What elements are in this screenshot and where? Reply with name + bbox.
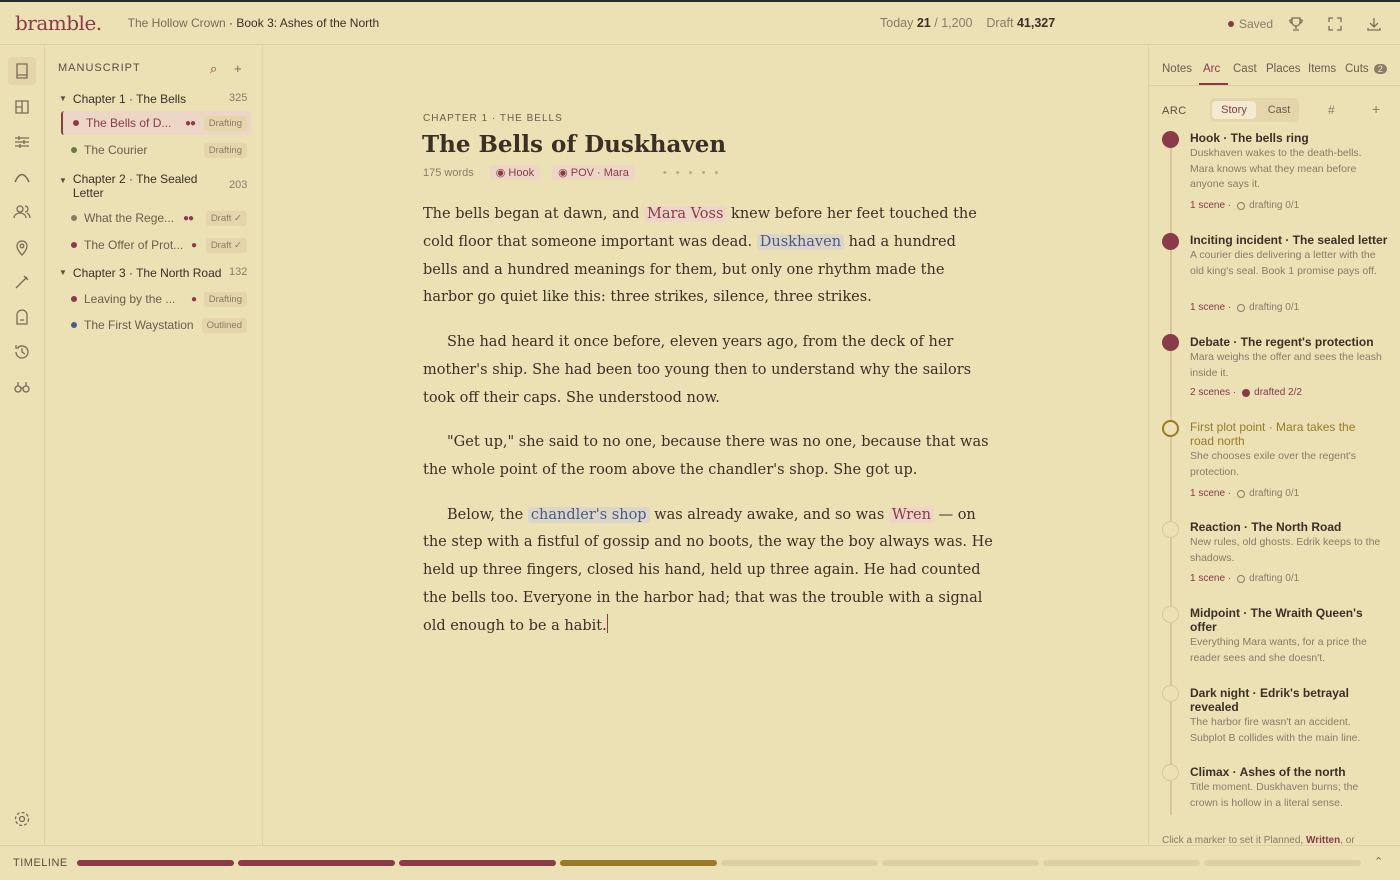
chapter-3[interactable] <box>59 266 248 280</box>
arc-view-toggle <box>1210 98 1299 122</box>
status-dot <box>1242 389 1250 397</box>
beat-marker[interactable] <box>1162 685 1179 702</box>
today-goal: 1,200 <box>941 16 973 30</box>
history-icon[interactable] <box>12 342 32 362</box>
status-ring <box>1237 490 1245 498</box>
saved-label: Saved <box>1239 17 1274 31</box>
scene-item[interactable] <box>61 206 251 230</box>
beat-marker[interactable] <box>1162 233 1179 250</box>
place-mention[interactable]: Duskhaven <box>757 234 844 250</box>
hook-tag[interactable]: ◉ Hook <box>490 165 540 180</box>
prose-body[interactable] <box>423 201 993 657</box>
beat-description: A courier dies delivering a letter with the old king's seal. Book 1 promise pays off. <box>1190 249 1377 277</box>
scene-title: Leaving by the ... <box>84 292 176 306</box>
download-icon[interactable] <box>1365 15 1383 33</box>
chapter-word-count: 325 <box>229 92 248 104</box>
beat-meta <box>1190 200 1299 211</box>
chapter-title-cont: Letter <box>72 186 104 200</box>
beat-description: She chooses exile over the regent's protection. <box>1190 450 1357 478</box>
beat-description: Everything Mara wants, for a price the reader sees and she doesn't. <box>1190 636 1367 664</box>
beat-description: Mara weighs the offer and sees the leash inside it. <box>1190 351 1382 379</box>
cast-toggle[interactable]: Cast <box>1267 104 1291 116</box>
word-count: 175 words <box>423 166 474 179</box>
beat-marker[interactable] <box>1162 606 1179 623</box>
panel-tabs <box>1149 45 1400 86</box>
scene-dot <box>71 322 77 328</box>
timeline-segment-planned[interactable] <box>1204 860 1361 866</box>
text-cursor <box>607 614 609 633</box>
help-text-end: , or <box>1340 835 1355 845</box>
scene-status-badge: Draft ✓ <box>206 238 247 253</box>
beat-scene-count[interactable]: 1 scene · <box>1190 488 1232 499</box>
archive-icon[interactable] <box>12 307 32 327</box>
places-icon[interactable] <box>12 237 32 257</box>
sliders-icon[interactable] <box>12 132 32 152</box>
beat-marker[interactable] <box>1162 420 1179 437</box>
draft-count: 41,327 <box>1016 16 1056 30</box>
arc-label: ARC <box>1162 105 1187 117</box>
beat-description: Duskhaven wakes to the death-bells. Mara knows what they mean before anyone says it. <box>1190 147 1362 191</box>
timeline-segment-written[interactable] <box>238 860 395 866</box>
beat-title[interactable]: Reaction · The North Road <box>1190 520 1342 534</box>
scene-item[interactable] <box>61 233 251 257</box>
trophy-icon[interactable] <box>1287 15 1305 33</box>
timeline-segment-current[interactable] <box>560 860 717 866</box>
chapter-title: Chapter 3 · The North Road <box>72 266 222 280</box>
active-tab-underline <box>1199 83 1228 85</box>
scene-item[interactable] <box>61 313 251 337</box>
beat-status: drafting 0/1 <box>1249 302 1300 313</box>
pov-dots: ●● <box>185 117 196 129</box>
right-panel <box>1148 45 1400 845</box>
corkboard-icon[interactable] <box>12 97 32 117</box>
scene-title: The Offer of Prot... <box>84 238 184 252</box>
beat-title[interactable]: First plot point · Mara takes the road north <box>1190 420 1356 448</box>
scene-dot <box>71 242 77 248</box>
scene-dot <box>71 147 77 153</box>
status-ring <box>1237 575 1245 583</box>
more-tags-dots[interactable]: • • • • • <box>662 166 722 179</box>
beat-meta <box>1190 302 1299 313</box>
character-mention[interactable]: Wren <box>889 507 934 523</box>
beat-scene-count[interactable]: 2 scenes · <box>1190 387 1237 398</box>
tab-items[interactable]: Items <box>1308 63 1337 75</box>
pov-dots: ●● <box>183 212 194 224</box>
scene-title: What the Rege... <box>84 211 175 225</box>
collapse-icon[interactable]: ▼ <box>59 94 67 103</box>
chevron-up-icon[interactable]: ⌃ <box>1374 856 1384 868</box>
scene-title-heading[interactable]: The Bells of Duskhaven <box>422 131 727 158</box>
tab-cuts-label: Cuts <box>1345 63 1369 75</box>
text-run: was already awake, and so was <box>649 506 889 523</box>
chapter-1[interactable] <box>59 92 248 106</box>
help-written: Written <box>1305 835 1341 845</box>
collapse-icon[interactable]: ▼ <box>59 176 67 185</box>
scene-status-badge: Drafting <box>204 116 247 131</box>
cast-icon[interactable] <box>12 202 32 222</box>
beat-scene-count[interactable]: 1 scene · <box>1190 573 1232 584</box>
paragraph: She had heard it once before, eleven years ago, from the deck of her mother's ship. She had been too young then to understand why the sailors took off their caps. She understood now. <box>423 333 972 406</box>
manuscript-sidebar <box>45 45 263 845</box>
chapter-title: Chapter 2 · The Sealed <box>72 172 198 186</box>
search-icon[interactable]: ⌕ <box>210 61 218 76</box>
arc-icon[interactable] <box>12 167 32 187</box>
chapter-eyebrow: CHAPTER 1 · THE BELLS <box>423 113 563 124</box>
scene-meta <box>423 165 721 180</box>
scene-dot <box>73 120 79 126</box>
story-toggle[interactable]: Story <box>1212 101 1256 119</box>
scene-item[interactable] <box>61 138 251 162</box>
beat-title[interactable]: Debate · The regent's protection <box>1190 335 1374 349</box>
chapter-title: Chapter 1 · The Bells <box>72 92 187 106</box>
beat-marker[interactable] <box>1162 334 1179 351</box>
scene-item[interactable] <box>61 287 251 311</box>
beat-meta <box>1190 488 1299 499</box>
add-scene-icon[interactable]: + <box>234 61 242 76</box>
beat-description: Title moment. Duskhaven burns; the crown is hollow in a literal sense. <box>1190 781 1359 809</box>
scene-dot <box>71 215 77 221</box>
scene-dot <box>71 296 77 302</box>
chapter-word-count: 203 <box>229 179 248 191</box>
place-mention[interactable]: chandler's shop <box>528 507 650 523</box>
pov-tag[interactable]: ◉ POV · Mara <box>552 165 635 180</box>
timeline-label: TIMELINE <box>13 857 68 869</box>
scene-title: The First Waystation <box>84 318 194 332</box>
saved-dot <box>1228 21 1234 27</box>
beat-scene-count[interactable]: 1 scene · <box>1190 200 1232 211</box>
beat-title[interactable]: Climax · Ashes of the north <box>1190 765 1346 779</box>
chapter-2[interactable] <box>59 172 248 200</box>
beat-title[interactable]: Dark night · Edrik's betrayal revealed <box>1190 686 1349 714</box>
tab-arc[interactable]: Arc <box>1203 63 1221 75</box>
timeline-segment-planned[interactable] <box>721 860 878 866</box>
manuscript-header: MANUSCRIPT <box>58 62 141 74</box>
breadcrumb <box>128 16 379 30</box>
timeline-segment-planned[interactable] <box>1043 860 1200 866</box>
beat-status: drafting 0/1 <box>1249 488 1300 499</box>
status-ring <box>1237 202 1245 210</box>
paragraph <box>423 201 993 312</box>
beat-scene-count[interactable]: 1 scene · <box>1190 302 1232 313</box>
series-title[interactable]: The Hollow Crown <box>127 16 226 30</box>
beat-title[interactable]: Hook · The bells ring <box>1190 131 1309 145</box>
beat-marker[interactable] <box>1162 764 1179 781</box>
scene-title: The Courier <box>84 143 148 157</box>
arc-help-text <box>1162 835 1355 845</box>
pov-dots: ● <box>191 239 197 251</box>
text-run: knew before her feet touched the cold floor that someone important was dead. <box>423 206 977 250</box>
goal-separator: / <box>934 16 938 30</box>
beat-title[interactable]: Inciting incident · The sealed letter <box>1190 233 1388 247</box>
beat-description: The harbor fire wasn't an accident. Subplot B collides with the main line. <box>1190 716 1361 744</box>
text-run: had a hundred bells and a hundred meanings for them, but only one rhythm made the harbor go quiet like this: three strikes, silence, three strikes. <box>423 233 956 306</box>
beat-description: New rules, old ghosts. Edrik keeps to the shadows. <box>1190 536 1381 564</box>
gear-icon[interactable] <box>12 809 32 829</box>
beat-marker[interactable] <box>1162 131 1179 148</box>
beat-title[interactable]: Midpoint · The Wraith Queen's offer <box>1190 606 1363 634</box>
timeline-segment-written[interactable] <box>77 860 234 866</box>
status-ring <box>1237 304 1245 312</box>
top-bar <box>0 0 1400 45</box>
tab-places[interactable]: Places <box>1266 63 1301 75</box>
beat-meta <box>1190 573 1299 584</box>
scene-status-badge: Outlined <box>202 318 247 333</box>
items-icon[interactable] <box>12 272 32 292</box>
chapter-word-count: 132 <box>229 266 248 278</box>
text-run: — on the step with a fistful of gossip and no boots, the way the boy always was. He held up three fingers, closed his hand, held up three again. He had counted the bells too. Everyone in the harbor had; that was the trouble with a signal old enough to be a habit. <box>423 506 993 634</box>
tab-cast[interactable]: Cast <box>1233 63 1257 75</box>
timeline-segment-written[interactable] <box>399 860 556 866</box>
beat-marker[interactable] <box>1162 521 1179 538</box>
scene-item[interactable] <box>61 111 251 135</box>
word-stats <box>880 16 1055 30</box>
hash-icon[interactable]: # <box>1328 103 1335 117</box>
pov-dots: ● <box>191 293 197 305</box>
paragraph: "Get up," she said to no one, because there was no one, because that was the whole point of the room above the chandler's shop. She got up. <box>423 434 989 478</box>
help-text-start: Click a marker to set it Planned, <box>1162 835 1306 845</box>
scene-status-badge: Draft ✓ <box>206 211 247 226</box>
binoculars-icon[interactable] <box>12 377 32 397</box>
editor-pane[interactable] <box>263 45 1148 845</box>
scene-status-badge: Drafting <box>204 292 247 307</box>
draft-label: Draft <box>986 16 1014 30</box>
beat-status: drafting 0/1 <box>1249 573 1300 584</box>
manuscript-icon[interactable] <box>8 57 36 85</box>
book-title[interactable]: · Book 3: Ashes of the North <box>229 16 380 30</box>
tab-notes[interactable]: Notes <box>1162 63 1193 75</box>
text-run: Below, the <box>447 506 528 523</box>
scene-status-badge: Drafting <box>204 143 247 158</box>
beat-status: drafted 2/2 <box>1254 387 1302 398</box>
timeline-bar <box>0 845 1400 880</box>
today-count: 21 <box>916 16 931 30</box>
beat-status: drafting 0/1 <box>1249 200 1300 211</box>
tab-cuts[interactable] <box>1345 63 1387 75</box>
today-label: Today <box>880 16 914 30</box>
text-run: The bells began at dawn, and <box>423 206 644 222</box>
icon-rail <box>0 45 45 845</box>
save-status <box>1228 17 1273 31</box>
fullscreen-icon[interactable] <box>1326 15 1344 33</box>
scene-title: The Bells of D... <box>86 116 172 130</box>
app-logo[interactable]: bramble. <box>15 11 102 35</box>
add-beat-icon[interactable]: + <box>1372 101 1381 117</box>
character-mention[interactable]: Mara Voss <box>644 206 726 222</box>
beat-meta <box>1190 387 1302 398</box>
paragraph <box>423 502 993 641</box>
collapse-icon[interactable]: ▼ <box>59 268 67 277</box>
cuts-count-badge: 2 <box>1374 64 1387 74</box>
timeline-segment-planned[interactable] <box>882 860 1039 866</box>
